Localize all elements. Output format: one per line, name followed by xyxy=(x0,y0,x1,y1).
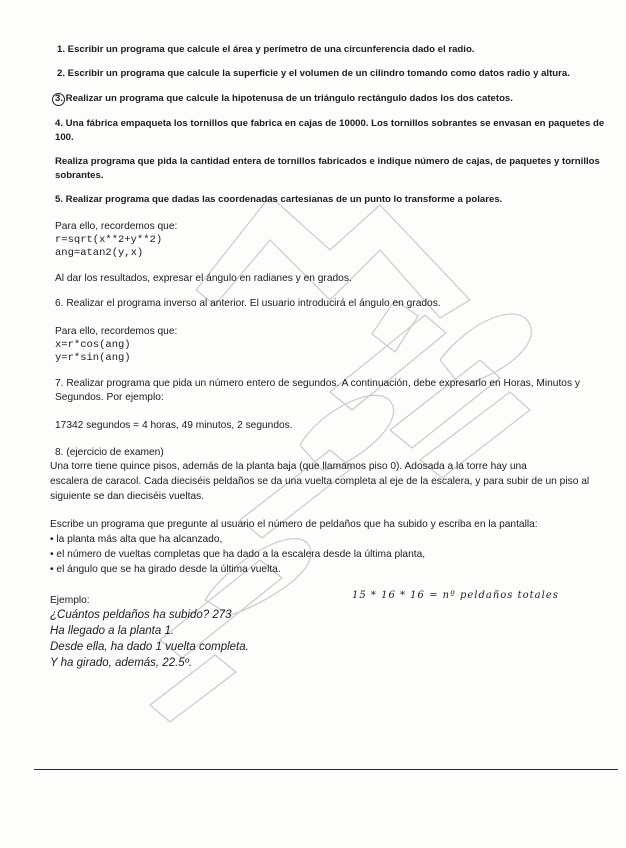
example-label: Ejemplo: xyxy=(50,595,90,606)
exercise-8-bullet-3: • el ángulo que se ha girado desde la última vuelta. xyxy=(50,564,281,575)
exercise-2: 2. Escribir un programa que calcule la superficie y el volumen de un cilindro tomando como datos radio y altura. xyxy=(57,68,570,79)
exercise-8-paragraph-1: Una torre tiene quince pisos, además de la planta baja (que llamamos piso 0). Adosada a la torre hay una xyxy=(50,461,527,472)
exercise-7-example: 17342 segundos = 4 horas, 49 minutos, 2 segundos. xyxy=(55,420,293,431)
exercise-8-paragraph-4: Escribe un programa que pregunte al usuario el número de peldaños que ha subido y escriba en la pantalla: xyxy=(50,519,538,530)
bottom-divider xyxy=(34,769,618,770)
exercise-4-line-1: 4. Una fábrica empaqueta los tornillos que fabrica en cajas de 10000. Los tornillos sobrantes se envasan en paquetes de xyxy=(55,118,605,129)
exercise-8-paragraph-2: escalera de caracol. Cada dieciséis peldaños se da una vuelta completa al eje de la escalera, y para subir de un piso al xyxy=(50,476,590,487)
exercise-4-line-4: sobrantes. xyxy=(55,170,104,181)
exercise-6-code-1: x=r*cos(ang) xyxy=(55,339,131,351)
handwritten-note: 15 * 16 * 16 = nº peldaños totales xyxy=(352,590,559,601)
example-line-2: Ha llegado a la planta 1. xyxy=(50,625,175,637)
exercise-1: 1. Escribir un programa que calcule el área y perímetro de una circunferencia dado el radio. xyxy=(57,44,475,55)
exercise-7-line-1: 7. Realizar programa que pida un número entero de segundos. A continuación, debe expresarlo en Horas, Minutos y xyxy=(55,378,580,389)
exercise-3: 3. Realizar un programa que calcule la hipotenusa de un triángulo rectángulo dados los dos catetos. xyxy=(55,93,513,104)
exercise-7-line-2: Segundos. Por ejemplo: xyxy=(55,392,164,403)
exercise-8-bullet-2: • el número de vueltas completas que ha dado a la escalera desde la última planta, xyxy=(50,549,426,560)
exercise-6: 6. Realizar el programa inverso al anterior. El usuario introducirá el ángulo en grados. xyxy=(55,298,441,309)
exercise-5: 5. Realizar programa que dadas las coordenadas cartesianas de un punto lo transforme a polares. xyxy=(55,194,503,205)
exercise-4-line-2: 100. xyxy=(55,132,74,143)
exercise-4-line-3: Realiza programa que pida la cantidad entera de tornillos fabricados e indique número de cajas, de paquetes y tornillos xyxy=(55,156,600,167)
example-line-1: ¿Cuántos peldaños ha subido? 273 xyxy=(50,609,232,621)
example-line-3: Desde ella, ha dado 1 vuelta completa. xyxy=(50,641,249,653)
exercise-5-note: Al dar los resultados, expresar el ángulo en radianes y en grados. xyxy=(55,273,352,284)
exercise-6-code-2: y=r*sin(ang) xyxy=(55,352,131,364)
example-line-4: Y ha girado, además, 22.5º. xyxy=(50,657,193,669)
exercise-8-bullet-1: • la planta más alta que ha alcanzado, xyxy=(50,534,223,545)
exercise-8-paragraph-3: siguiente se dan dieciséis vueltas. xyxy=(50,491,205,502)
exercise-5-intro: Para ello, recordemos que: xyxy=(55,221,178,232)
exercise-5-code-1: r=sqrt(x**2+y**2) xyxy=(55,234,163,246)
exercise-6-intro: Para ello, recordemos que: xyxy=(55,326,178,337)
exercise-5-code-2: ang=atan2(y,x) xyxy=(55,247,144,259)
exercise-8-title: 8. (ejercicio de examen) xyxy=(55,447,164,458)
